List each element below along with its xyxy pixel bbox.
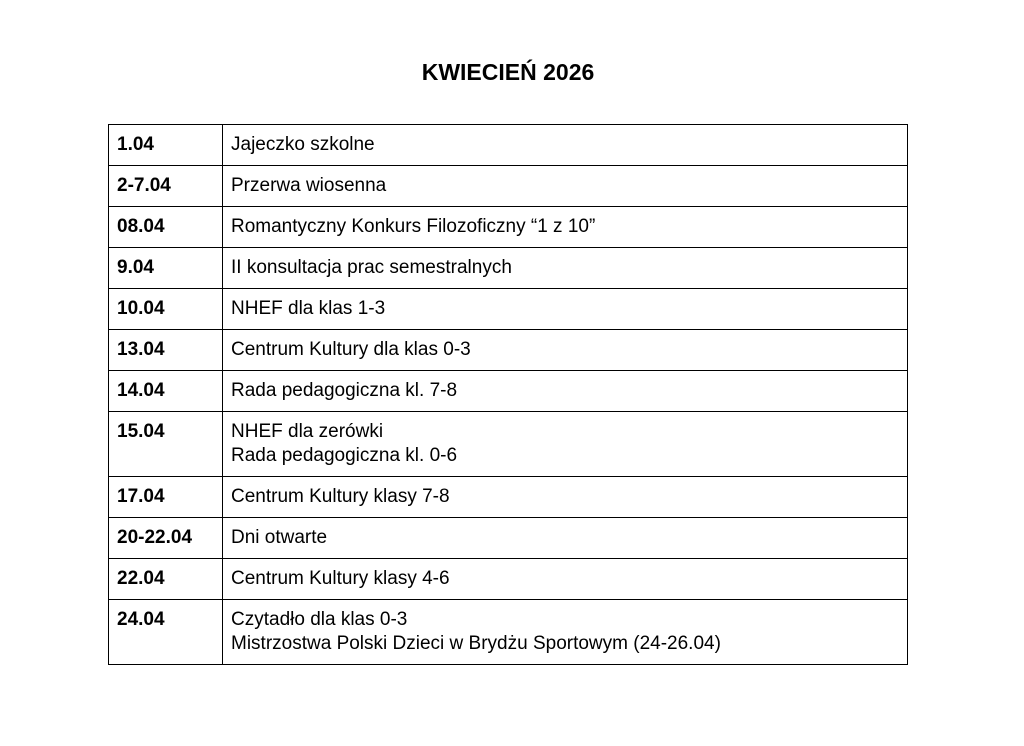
event-text: Centrum Kultury dla klas 0-3 <box>231 339 471 360</box>
event-cell <box>223 248 908 289</box>
event-text: Jajeczko szkolne <box>231 134 375 155</box>
table-row <box>109 518 908 559</box>
event-text: Rada pedagogiczna kl. 7-8 <box>231 380 458 401</box>
page-title: KWIECIEŃ 2026 <box>421 59 595 85</box>
event-cell <box>223 600 908 665</box>
date-cell: 9.04 <box>109 248 223 289</box>
event-cell <box>223 371 908 412</box>
date-cell: 17.04 <box>109 477 223 518</box>
date-cell: 22.04 <box>109 559 223 600</box>
table-row <box>109 412 908 477</box>
date-cell: 1.04 <box>109 125 223 166</box>
event-text: II konsultacja prac semestralnych <box>231 257 512 278</box>
table-row <box>109 166 908 207</box>
date-cell: 08.04 <box>109 207 223 248</box>
table-row <box>109 330 908 371</box>
event-text: Centrum Kultury klasy 4-6 <box>231 568 450 589</box>
event-cell <box>223 477 908 518</box>
date-cell: 15.04 <box>109 412 223 477</box>
event-text: Dni otwarte <box>231 527 328 548</box>
event-cell <box>223 289 908 330</box>
table-row <box>109 289 908 330</box>
event-cell <box>223 412 908 477</box>
event-cell <box>223 207 908 248</box>
date-cell: 24.04 <box>109 600 223 665</box>
event-text: Rada pedagogiczna kl. 0-6 <box>231 445 458 466</box>
date-cell: 14.04 <box>109 371 223 412</box>
event-cell <box>223 125 908 166</box>
table-row <box>109 371 908 412</box>
event-cell <box>223 330 908 371</box>
event-text: Czytadło dla klas 0-3 <box>231 609 408 630</box>
date-cell: 10.04 <box>109 289 223 330</box>
date-cell: 13.04 <box>109 330 223 371</box>
event-cell <box>223 518 908 559</box>
event-cell <box>223 559 908 600</box>
table-row <box>109 248 908 289</box>
event-text: NHEF dla klas 1-3 <box>231 298 386 319</box>
date-cell: 20-22.04 <box>109 518 223 559</box>
table-row <box>109 477 908 518</box>
table-row <box>109 125 908 166</box>
schedule-table-body <box>109 125 908 665</box>
event-text: Romantyczny Konkurs Filozoficzny “1 z 10” <box>231 216 596 237</box>
schedule-table <box>108 124 908 665</box>
table-row <box>109 600 908 665</box>
date-cell: 2-7.04 <box>109 166 223 207</box>
event-text: Mistrzostwa Polski Dzieci w Brydżu Sportowym (24-26.04) <box>231 633 721 654</box>
table-row <box>109 559 908 600</box>
event-text: Przerwa wiosenna <box>231 175 387 196</box>
event-cell <box>223 166 908 207</box>
event-text: NHEF dla zerówki <box>231 421 384 442</box>
event-text: Centrum Kultury klasy 7-8 <box>231 486 450 507</box>
table-row <box>109 207 908 248</box>
